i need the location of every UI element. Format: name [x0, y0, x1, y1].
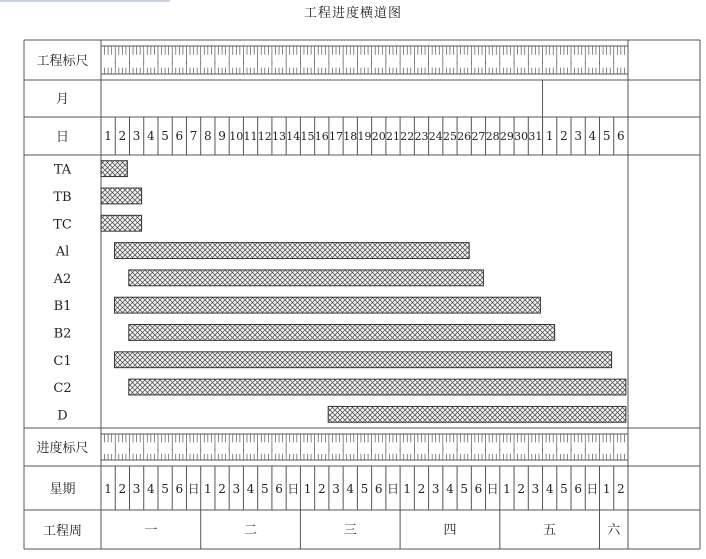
- weekday-label: 6: [275, 482, 283, 496]
- weekday-label: 1: [602, 482, 611, 496]
- day-number: 8: [204, 129, 212, 143]
- weekday-label: 5: [161, 482, 169, 496]
- day-number: 4: [588, 129, 597, 143]
- weekday-label: 2: [617, 482, 625, 496]
- weekday-label: 1: [204, 482, 212, 496]
- day-number: 26: [457, 130, 472, 143]
- day-number: 3: [574, 129, 582, 143]
- task-bar: [101, 188, 142, 204]
- task-bar: [101, 161, 127, 177]
- weekday-label: 3: [332, 482, 340, 496]
- weekday-label: 5: [360, 482, 369, 496]
- task-label: Al: [55, 244, 70, 260]
- day-number: 18: [343, 130, 358, 143]
- week-label: 一: [144, 523, 158, 538]
- day-number: 1: [545, 129, 554, 143]
- week-label: 六: [607, 523, 621, 538]
- day-number: 10: [229, 130, 244, 143]
- weekday-label: 3: [531, 482, 540, 496]
- day-number: 24: [428, 130, 443, 143]
- day-number: 31: [528, 130, 543, 143]
- day-number: 30: [514, 130, 529, 143]
- task-bar: [115, 243, 470, 259]
- weekday-label: 1: [403, 482, 412, 496]
- weekday-label: 1: [104, 482, 112, 496]
- day-number: 22: [400, 130, 415, 143]
- week-label: 二: [244, 523, 258, 538]
- weekday-label: 日: [386, 482, 399, 496]
- day-number: 29: [499, 130, 514, 143]
- weekday-label: 3: [232, 482, 241, 496]
- week-label: 四: [443, 523, 457, 538]
- task-label: D: [57, 408, 68, 424]
- weekday-label: 4: [147, 482, 155, 496]
- weekday-label: 6: [474, 482, 483, 496]
- task-bar: [115, 297, 541, 313]
- week-row: [144, 523, 621, 538]
- weekday-label: 6: [175, 482, 184, 496]
- task-bar: [129, 379, 626, 395]
- weekday-label: 6: [574, 482, 582, 496]
- row-label-scale-bottom: 进度标尺: [36, 441, 89, 456]
- day-number: 21: [385, 130, 400, 143]
- weekday-label: 6: [374, 482, 383, 496]
- day-number: 2: [118, 129, 127, 143]
- day-number: 12: [257, 130, 272, 143]
- weekday-label: 日: [586, 482, 599, 496]
- weekday-label: 4: [246, 482, 255, 496]
- weekday-label: 1: [503, 482, 511, 496]
- day-number: 6: [175, 129, 184, 143]
- weekday-label: 1: [303, 482, 312, 496]
- day-number: 28: [485, 130, 500, 143]
- task-bar: [328, 406, 626, 422]
- weekday-label: 5: [260, 482, 269, 496]
- day-number: 3: [132, 129, 141, 143]
- day-number: 17: [329, 130, 344, 143]
- task-label: B2: [53, 326, 72, 342]
- task-bar: [101, 215, 142, 231]
- day-number: 7: [189, 129, 198, 143]
- day-number: 25: [442, 130, 457, 143]
- day-number: 1: [104, 129, 112, 143]
- task-bar: [129, 325, 555, 341]
- weekday-label: 5: [560, 482, 568, 496]
- day-number: 13: [272, 130, 287, 143]
- row-label-day: 日: [55, 130, 70, 145]
- task-bar: [115, 352, 612, 368]
- task-label: TA: [53, 162, 72, 178]
- day-number: 2: [560, 129, 568, 143]
- weekday-label: 2: [417, 482, 426, 496]
- row-label-month: 月: [55, 92, 70, 107]
- task-label: A2: [53, 271, 72, 287]
- row-label-weekday: 星期: [49, 482, 76, 497]
- day-number: 9: [218, 129, 226, 143]
- day-number: 5: [602, 129, 611, 143]
- day-number: 27: [471, 130, 486, 143]
- weekday-label: 2: [218, 482, 226, 496]
- day-number: 14: [286, 130, 301, 143]
- day-number: 16: [314, 130, 329, 143]
- weekday-label: 4: [346, 482, 355, 496]
- day-number: 11: [243, 130, 258, 143]
- weekday-label: 日: [287, 482, 300, 496]
- grid: [24, 40, 700, 549]
- weekday-label: 2: [118, 482, 127, 496]
- weekday-label: 3: [132, 482, 141, 496]
- day-number: 4: [147, 129, 155, 143]
- weekday-label: 日: [486, 482, 499, 496]
- weekday-label: 3: [431, 482, 440, 496]
- week-label: 三: [343, 523, 357, 538]
- weekday-label: 2: [317, 482, 326, 496]
- weekday-label: 日: [187, 482, 200, 496]
- day-number: 6: [617, 129, 625, 143]
- row-label-scale-top: 工程标尺: [36, 54, 89, 69]
- weekday-label: 4: [446, 482, 454, 496]
- day-number: 20: [371, 130, 386, 143]
- task-bars: [101, 161, 626, 423]
- task-label: C2: [53, 381, 72, 397]
- day-number: 19: [357, 130, 372, 143]
- day-number: 23: [414, 130, 429, 143]
- weekday-label: 5: [460, 482, 469, 496]
- day-number: 5: [161, 129, 169, 143]
- weekday-label: 4: [545, 482, 554, 496]
- task-bar: [129, 270, 484, 286]
- day-number: 15: [300, 130, 315, 143]
- week-label: 五: [543, 523, 557, 538]
- task-label: TC: [53, 217, 72, 233]
- task-label: B1: [53, 299, 72, 315]
- row-label-week: 工程周: [42, 524, 83, 539]
- task-label: TB: [53, 189, 72, 205]
- task-label: C1: [53, 353, 72, 369]
- chart-title: 工程进度横道图: [303, 6, 402, 21]
- weekday-label: 2: [517, 482, 525, 496]
